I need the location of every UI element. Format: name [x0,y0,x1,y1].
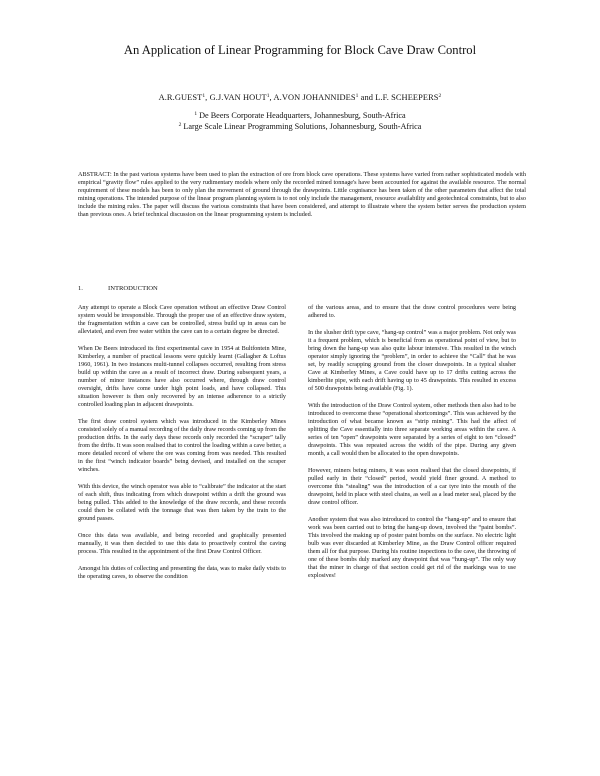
paper-title: An Application of Linear Programming for Block Cave Draw Control [123,43,477,57]
author [375,93,441,102]
affiliation-mark: 1 [194,111,198,117]
author-list [0,93,600,102]
affiliation [0,122,600,131]
section-heading [78,285,158,292]
paragraph: of the various areas, and to ensure that the draw control procedures were being adhered to. [308,305,516,319]
right-column [308,304,516,589]
author [159,93,210,102]
affiliation-text: De Beers Corporate Headquarters, Johannesburg, South-Africa [199,111,406,120]
section-title: INTRODUCTION [108,285,158,292]
author-name: A.VON JOHANNIDES [273,93,356,102]
author-name: A.R.GUEST [158,93,203,102]
paragraph: Another system that was also introduced to control the “hang-up” and to ensure that work was been carried out to bring the hang-up down, involved the “paint bombs”. This involved the making up of poster paint bombs on the surface. No electric light bulb was ever discarded at Kimberley Mine, as the Draw Control officer required them all for that purpose. During his routine inspections to the cave, the throwing of one of these bombs duly marked any drawpoint that was “hung-up”. The only way that the miner in charge of that section could get rid of the markings was to use explosives! [308,517,516,579]
paragraph: The first draw control system which was introduced in the Kimberley Mines consisted solely of a manual recording of the daily draw records coming up from the production drifts. In the early days these records only recorded the “scraper” tally from the drifts. It was soon realised that to control the loading within a cave better, a more detailed record of where the ore was coming from was needed. This resulted in the first “winch indicator boards” being devised, and installed on the scraper winches. [78,419,286,473]
author-separator: , [269,93,274,102]
affiliation-mark: 2 [178,122,182,128]
affiliation-text: Large Scale Linear Programming Solutions, Johannesburg, South-Africa [183,122,422,131]
paragraph: Amongst his duties of collecting and presenting the data, was to make daily visits to the operating caves, to observe the condition [78,566,286,580]
paragraph: However, miners being miners, it was soon realised that the closed drawpoints, if pulled early in their “closed” period, would yield finer ground. A method to overcome this “stealing” was the introduction of a car tyre into the mouth of the drawpoint, held in place with steel chains, as well as a lead meter seal, placed by the draw control officer. [308,468,516,506]
author-affiliation-mark: 1 [202,93,206,99]
author-name: L.F. SCHEEPERS [375,93,439,102]
author [210,93,274,102]
paragraph: Once this data was available, and being recorded and graphically presented manually, it was then decided to use this data to proactively control the caving process. This resulted in the appointment of the first Draw Control Officer. [78,533,286,555]
author-affiliation-mark: 1 [266,93,270,99]
paragraph: With this device, the winch operator was able to “calibrate” the indicator at the start of each shift, thus indicating from which drawpoint within a drift the ground was being pulled. This added to the knowledge of the draw records, and these records could then be collated with the tonnage that was then taken by the train to the ground passes. [78,484,286,522]
author [273,93,375,102]
author-affiliation-mark: 2 [438,93,442,99]
section-number: 1. [78,285,83,292]
paragraph: In the slusher drift type cave, “hang-up control” was a major problem. Not only was it a frequent problem, which is beneficial from as operational point of view, but to bring down the hang-up was also quite labour intensive. This resulted in the winch operator simply ignoring the “problem”, in order to achieve the “Call” that he was set, by readily scrapping ground from the closer drawpoints. In a typical slusher Cave at Kimberley Mines, a Cave could have up to 17 drifts cutting across the kimberlite pipe, with each drift having up to 45 drawpoints. This resulted in excess of 500 drawpoints being available (Fig. 1). [308,330,516,392]
author-separator: and [358,93,376,102]
author-affiliation-mark: 1 [355,93,359,99]
left-column [78,304,286,590]
paragraph: Any attempt to operate a Block Cave operation without an effective Draw Control system would be irresponsible. Through the proper use of an effective draw system, the fragmentation within a cave can be controlled, stress build up in areas can be alleviated, and even free water within the cave can to a certain degree be directed. [78,305,286,335]
paragraph: When De Beers introduced its first experimental cave in 1954 at Bultfontein Mine, Kimberley, a number of practical lessons were quickly learnt (Gallagher & Loftus 1960, 1961). In two instances multi-tunnel collapses occurred, resulting from stress build up within the cave as a result of incorrect draw. During subsequent years, a number of minor instances have also occurred where, through draw control oversight, drifts have come under high point loads, and have collapsed. This situation however is then only recovered by an intense adherence to a strictly controlled loading plan in adjacent drawpoints. [78,346,286,408]
affiliation [0,111,600,120]
paragraph: With the introduction of the Draw Control system, other methods then also had to be introduced to overcome these “operational shortcomings”. This was achieved by the introduction of what became known as “strip mining”. This had the affect of splitting the Cave essentially into three separate working areas within the cave. A series of ten “open” drawpoints were separated by a series of eight to ten “closed” drawpoints. This was repeated across the width of the pipe. During any given month, a call would then be allocated to the open drawpoints. [308,403,516,457]
abstract: ABSTRACT: In the past various systems have been used to plan the extraction of ore from block cave operations. These systems have varied from rather sophisticated models with empirical “gravity flow” rules applied to the very rudimentary models where only the recorded mined tonnage's have been accounted for against the available resource. The normal requirement of these models has been to only plan the movement of ground through the drawpoints. Little cognisance has been taken of the other parameters that affect the total mining operations. The intended purpose of the linear program planning system is to not only include the management, resource availability and geotechnical constraints, but to also include the mining rules. The paper will discuss the various constraints that have been considered, and attempt to illustrate where the system better serves the production system than previous ones. A brief technical discussion on the linear programming system is included. [78,171,526,219]
author-separator: , [205,93,210,102]
author-name: G.J.VAN HOUT [209,93,267,102]
